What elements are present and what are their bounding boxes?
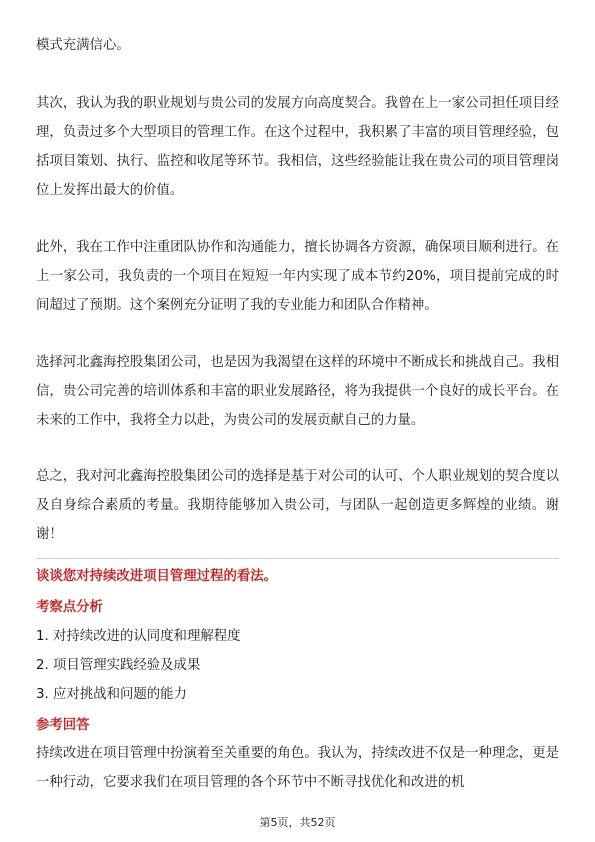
paragraph-intro-end: 模式充满信心。 [36, 38, 130, 53]
answer-text: 持续改进在项目管理中扮演着至关重要的角色。我认为，持续改进不仅是一种理念，更是一种行动，它要求我们在项目管理的各个环节中不断寻找优化和改进的机 [36, 746, 559, 790]
analysis-list [36, 622, 241, 709]
answer-heading: 参考回答 [36, 718, 90, 733]
analysis-heading: 考察点分析 [36, 600, 103, 615]
analysis-item: 2. 项目管理实践经验及成果 [36, 658, 201, 673]
paragraph-growth: 选择河北鑫海控股集团公司，也是因为我渴望在这样的环境中不断成长和挑战自己。我相信，贵公司完善的培训体系和丰富的职业发展路径，将为我提供一个良好的成长平台。在未来的工作中，我将全力以赴，为贵公司的发展贡献自己的力量。 [36, 355, 559, 428]
page-number: 第5页，共52页 [259, 816, 336, 829]
analysis-item: 1. 对持续改进的认同度和理解程度 [36, 629, 241, 644]
paragraph-career-plan: 其次，我认为我的职业规划与贵公司的发展方向高度契合。我曾在上一家公司担任项目经理，负责过多个大型项目的管理工作。在这个过程中，我积累了丰富的项目管理经验，包括项目策划、执行、监控和收尾等环节。我相信，这些经验能让我在贵公司的项目管理岗位上发挥出最大的价值。 [36, 96, 559, 198]
analysis-item: 3. 应对挑战和问题的能力 [36, 687, 187, 702]
section-divider [36, 558, 559, 559]
question-heading: 谈谈您对持续改进项目管理过程的看法。 [36, 569, 278, 584]
paragraph-conclusion: 总之，我对河北鑫海控股集团公司的选择是基于对公司的认可、个人职业规划的契合度以及自身综合素质的考量。我期待能够加入贵公司，与团队一起创造更多辉煌的业绩。谢谢！ [36, 469, 559, 542]
paragraph-teamwork: 此外，我在工作中注重团队协作和沟通能力，擅长协调各方资源，确保项目顺利进行。在上一家公司，我负责的一个项目在短短一年内实现了成本节约20%，项目提前完成的时间超过了预期。这个案例充分证明了我的专业能力和团队合作精神。 [36, 240, 559, 313]
